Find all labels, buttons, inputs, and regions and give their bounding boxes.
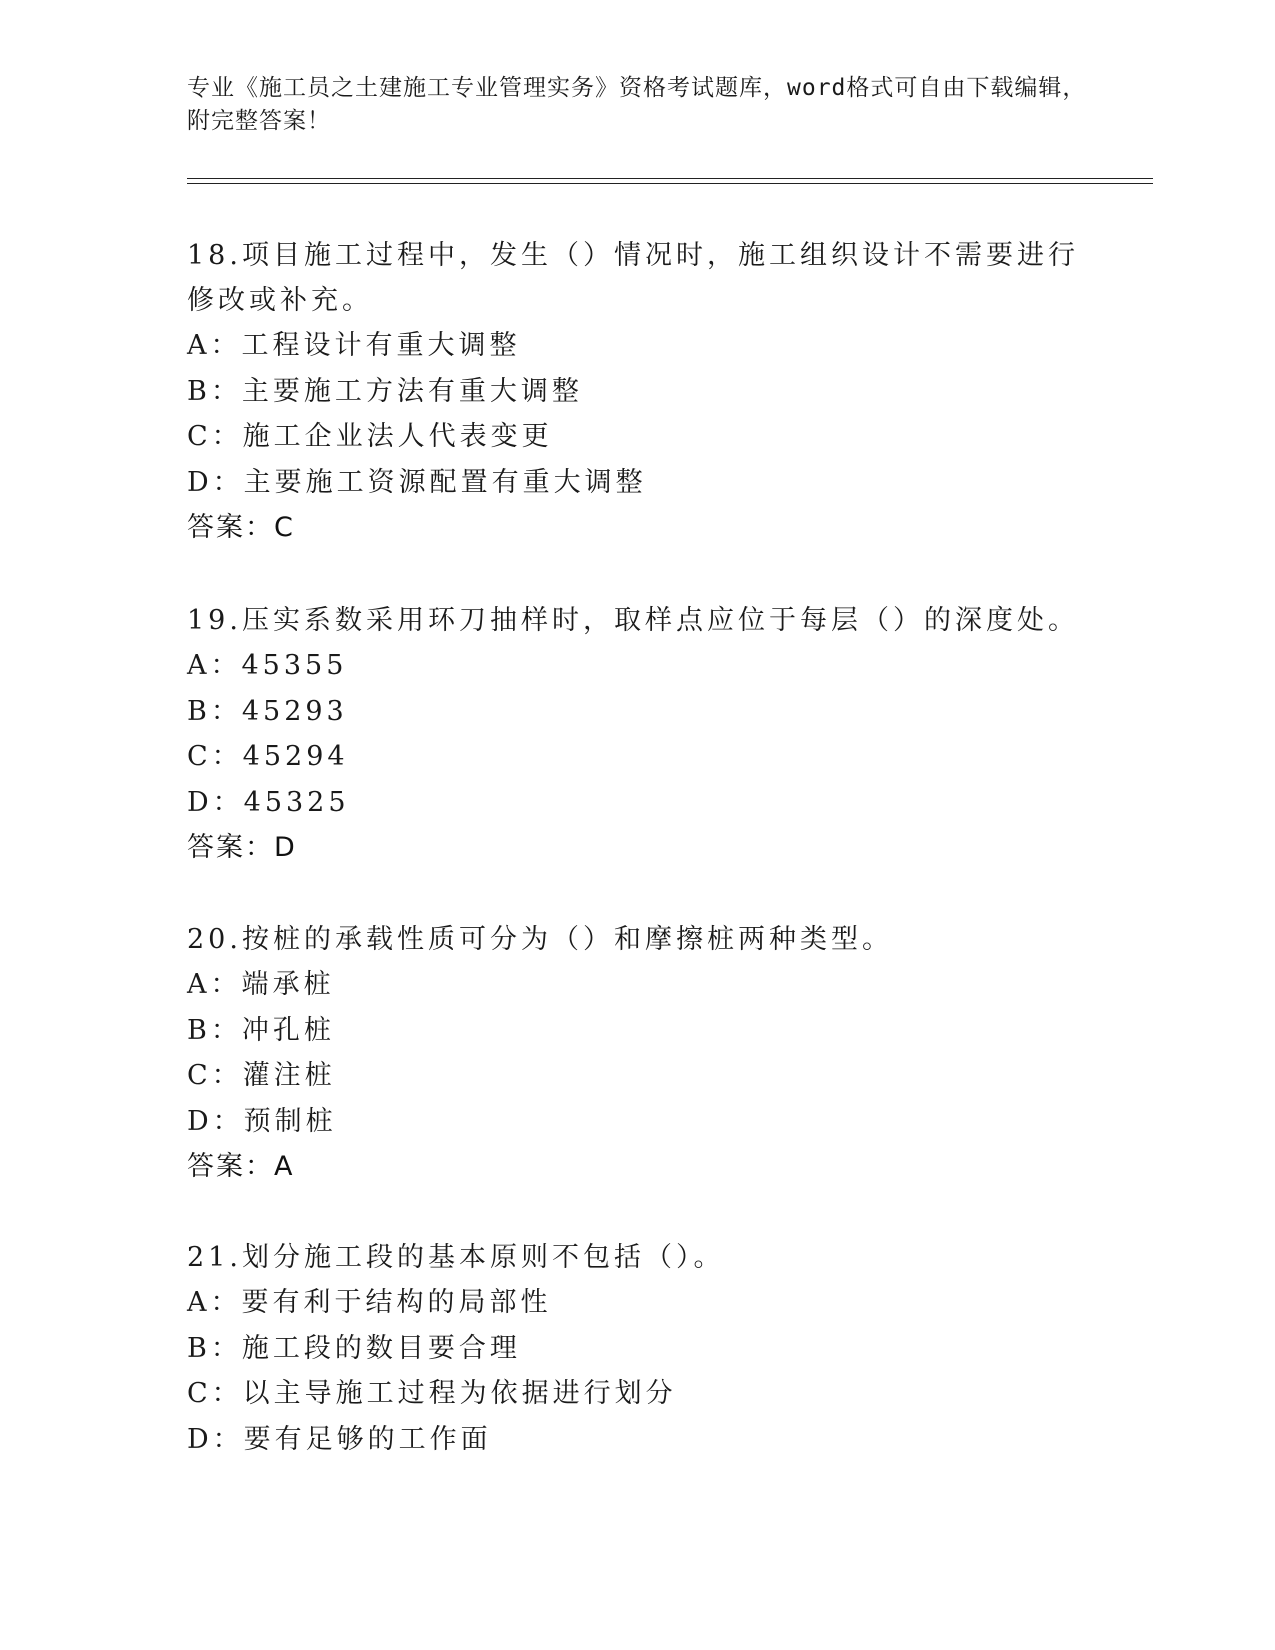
answer-label: 答案：C xyxy=(187,512,295,543)
option-d: D：预制桩 xyxy=(187,1105,337,1137)
option-b: B：45293 xyxy=(187,695,348,727)
header-rule-top xyxy=(187,178,1153,179)
option-c: C：灌注桩 xyxy=(187,1060,336,1091)
document-header: 专业《施工员之土建施工专业管理实务》资格考试题库，word格式可自由下载编辑，附完整答案！ xyxy=(187,75,1087,134)
question-text: 项目施工过程中，发生（）情况时，施工组织设计不需要进行修改或补充。 xyxy=(187,240,1079,316)
question-stem xyxy=(187,917,1087,962)
option-c: C：45294 xyxy=(187,741,349,772)
question-stem xyxy=(187,1235,1087,1280)
option-d: D：主要施工资源配置有重大调整 xyxy=(187,466,647,498)
option-b: B：施工段的数目要合理 xyxy=(187,1332,521,1364)
option-d: D：要有足够的工作面 xyxy=(187,1423,492,1455)
question-number: 21. xyxy=(187,1242,242,1273)
option-d: D：45325 xyxy=(187,786,350,818)
question-18 xyxy=(187,233,1087,550)
question-number: 20. xyxy=(187,924,242,955)
question-21 xyxy=(187,1235,1087,1462)
option-a: A：工程设计有重大调整 xyxy=(187,330,521,361)
option-b: B：主要施工方法有重大调整 xyxy=(187,375,583,407)
question-20 xyxy=(187,917,1087,1189)
question-19 xyxy=(187,598,1087,870)
question-number: 18. xyxy=(187,240,242,271)
option-b: B：冲孔桩 xyxy=(187,1014,335,1046)
question-number: 19. xyxy=(187,605,242,636)
question-text: 按桩的承载性质可分为（）和摩擦桩两种类型。 xyxy=(241,924,893,955)
option-a: A：45355 xyxy=(187,650,348,681)
question-text: 压实系数采用环刀抽样时，取样点应位于每层（）的深度处。 xyxy=(241,605,1079,636)
answer-label: 答案：A xyxy=(187,1151,295,1182)
question-stem xyxy=(187,233,1087,323)
header-rule-bottom xyxy=(187,183,1153,184)
question-text: 划分施工段的基本原则不包括（）。 xyxy=(241,1242,725,1273)
answer-label: 答案：D xyxy=(187,832,297,863)
question-stem xyxy=(187,598,1087,643)
option-a: A：要有利于结构的局部性 xyxy=(187,1287,552,1318)
option-a: A：端承桩 xyxy=(187,969,335,1000)
option-c: C：以主导施工过程为依据进行划分 xyxy=(187,1378,677,1409)
option-c: C：施工企业法人代表变更 xyxy=(187,421,553,452)
